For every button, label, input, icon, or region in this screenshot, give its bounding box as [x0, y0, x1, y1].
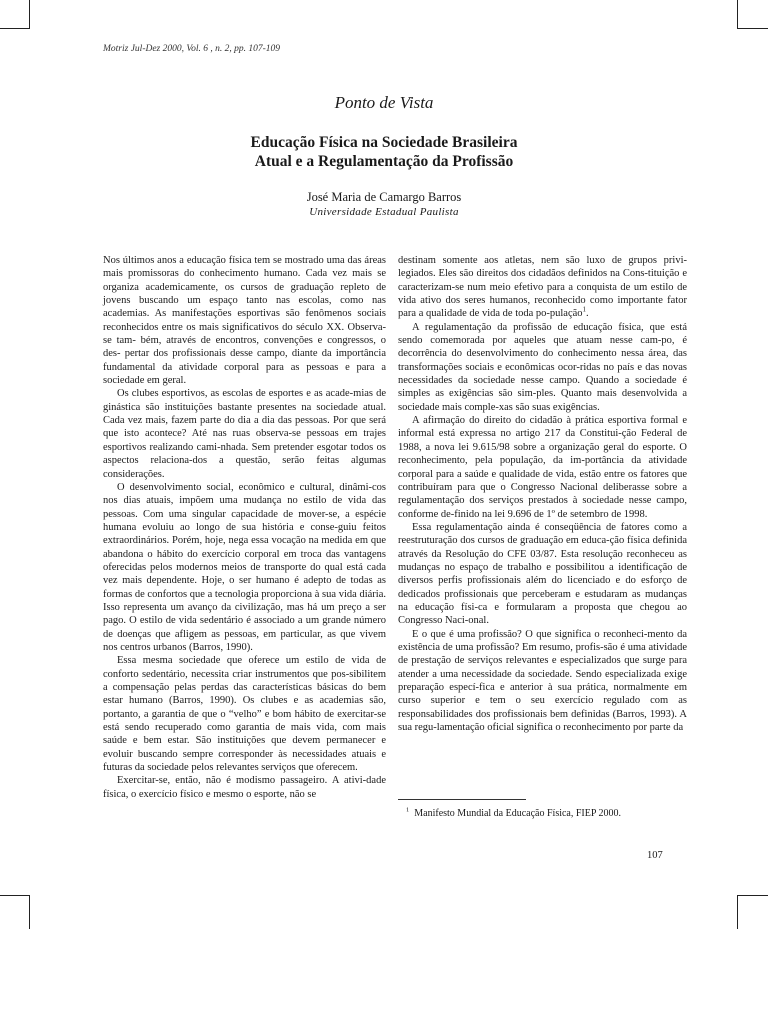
- footnote-reference: 1: [582, 305, 587, 314]
- paragraph: Essa regulamentação ainda é conseqüência de fatores como a reestruturação dos cursos de graduação em educa-ção física definida através da Resolução do CFE 03/87. Esta resolução reconheceu as mudanças no espaço de trabalho e possibilitou a identificação de diversos perfis profissionais além do licenciado e do esforço de dedicados profissionais que perceberam e estudaram as mudanças na educação físi-ca e formularam a proposta que chegou ao Congresso Naci-onal.: [398, 521, 687, 627]
- crop-mark-bottom-right-v: [737, 895, 738, 929]
- crop-mark-bottom-right-h: [737, 895, 768, 896]
- crop-mark-top-right-h: [737, 28, 768, 29]
- paragraph: E o que é uma profissão? O que significa o reconheci-mento da existência de uma profissão? Em resumo, profis-são é uma atividade de prestação de serviços relevantes e especializados que surge para atender a uma necessidade da sociedade. Sendo especializada exige preparação especí-fica e anterior à sua prática, normalmente em curso superior e tem o seu exercício regulado com as responsabilidades dos profissionais bem definidas (Barros, 1993). A sua regu-lamentação oficial significa o reconhecimento por parte da: [398, 628, 687, 734]
- crop-mark-bottom-left-v: [29, 895, 30, 929]
- right-column: [398, 254, 687, 734]
- left-column: [103, 254, 386, 801]
- article-title: [0, 133, 768, 171]
- journal-citation: Motriz Jul-Dez 2000, Vol. 6 , n. 2, pp. 107-109: [103, 44, 281, 54]
- paragraph: A afirmação do direito do cidadão à prática esportiva formal e informal está expressa no artigo 217 da Constitui-ção Federal de 1988, a nova lei 9.615/98 sobre a organização geral do esporte. O reconhecimento, pela população, da im-portância da atividade corporal para a saúde e qualidade de vida, estão entre os fatores que contribuíram para que o Congresso Nacional deliberasse sobre a regulamentação dos serviços prestados à sociedade nesse campo, conforme de-finido na lei 9.696 de 1º de setembro de 1998.: [398, 415, 687, 520]
- paragraph-end: .: [586, 308, 589, 320]
- footnote-marker: 1: [406, 806, 410, 814]
- footnote-separator: [398, 799, 526, 800]
- paragraph: Essa mesma sociedade que oferece um estilo de vida de conforto sedentário, necessita criar instrumentos que pos-sibilitem a compensação pelas perdas das características básicas do bem estar humano (Barros, 1990). Os clubes e as academias são, portanto, a garantia de que o “velho” e bom hábito de exercitar-se está sendo recuperado como garantia de mais vida, com mais saúde e bem estar. São instituições que devem permanecer e evoluir buscando sempre corresponder às necessidades atuais e futuras da sociedade pelos relevantes serviços que oferecem.: [103, 655, 386, 774]
- crop-mark-bottom-left-h: [0, 895, 30, 896]
- article-title-line-2: Atual e a Regulamentação da Profissão: [254, 153, 514, 170]
- crop-mark-top-right-v: [737, 0, 738, 28]
- paragraph: Os clubes esportivos, as escolas de esportes e as acade-mias de ginástica são instituições bastante presentes na sociedade atual. Cada vez mais, fazem parte do dia a dia das pessoas. Por que será que isto acontece? Até nas ruas observa-se pessoas em trajes esportivos realizando cami-nhada. Sem pretender esgotar todos os aspectos relaciona-dos a questão, serão feitas algumas considerações.: [103, 388, 386, 480]
- footnote: [406, 808, 621, 819]
- paragraph-text: destinam somente aos atletas, nem são luxo de grupos privi-legiados. Eles são direitos dos cidadãos definidos na Cons-tituição e caracterizam-se num meio efetivo para a conquista de um estilo de vida ativo dos seres humanos, reconhecido como importante fator para a qualidade de vida de toda po-pulação: [398, 255, 687, 320]
- page-number: 107: [647, 850, 663, 861]
- footnote-text: Manifesto Mundial da Educação Física, FIEP 2000.: [414, 808, 622, 819]
- paragraph: Exercitar-se, então, não é modismo passageiro. A ativi-dade física, o exercício físico e mesmo o esporte, não se: [103, 775, 386, 800]
- crop-mark-top-left-h: [0, 28, 30, 29]
- article-title-line-1: Educação Física na Sociedade Brasileira: [250, 134, 518, 151]
- paragraph: O desenvolvimento social, econômico e cultural, dinâmi-cos nos dias atuais, impõem uma mudança no estilo de vida das pessoas. Com uma singular capacidade de mover-se, a espécie humana evoluiu ao longo de sua história e conse-guiu feitos extraordinários. Porém, hoje, nega essa vocação na medida em que abandona o hábito do exercício corporal em troca das vantagens oferecidas pelos modernos meios de transporte do qual está cada vez mais dependente. Hoje, o ser humano é adepto de todas as formas de confortos que a tecnologia proporciona à sua vida diária. Isso representa um avanço da civilização, mas há um preço a ser pago. O estilo de vida sedentário é associado a um grande número de doenças que afligem as pessoas, em particular, as que vivem nos centros urbanos (Barros, 1990).: [103, 481, 386, 653]
- crop-mark-top-left-v: [29, 0, 30, 28]
- paragraph: Nos últimos anos a educação física tem se mostrado uma das áreas mais promissoras do conhecimento humano. Cada vez mais se organiza academicamente, os cursos de graduação repleto de jovens buscando um espaço tanto nas escolas, como nas academias. As manifestações esportivas são fenômenos sociais reconhecidos entre os mais significativos do século XX. Observa-se tam- bém, através de encontros, convenções e congressos, o des- pertar dos profissionais desse campo, diante da importância fundamental da atividade corporal para as pessoas e para a sociedade em geral.: [103, 255, 386, 387]
- author-name: José Maria de Camargo Barros: [306, 190, 462, 204]
- paragraph: [398, 254, 687, 321]
- paragraph: A regulamentação da profissão de educação física, que está sendo comemorada por aqueles que atuam nesse cam-po, é decorrência do desenvolvimento do conhecimento nessa área, das transformações sociais e econômicas ocor-ridas no país e das novas necessidades da sociedade nesse campo. Quando a sociedade é simples as exigências são sim-ples. Quanto mais desenvolvida a sociedade mais comple-xas são suas exigências.: [398, 321, 687, 413]
- section-heading: Ponto de Vista: [334, 93, 434, 112]
- author-affiliation: Universidade Estadual Paulista: [309, 206, 459, 218]
